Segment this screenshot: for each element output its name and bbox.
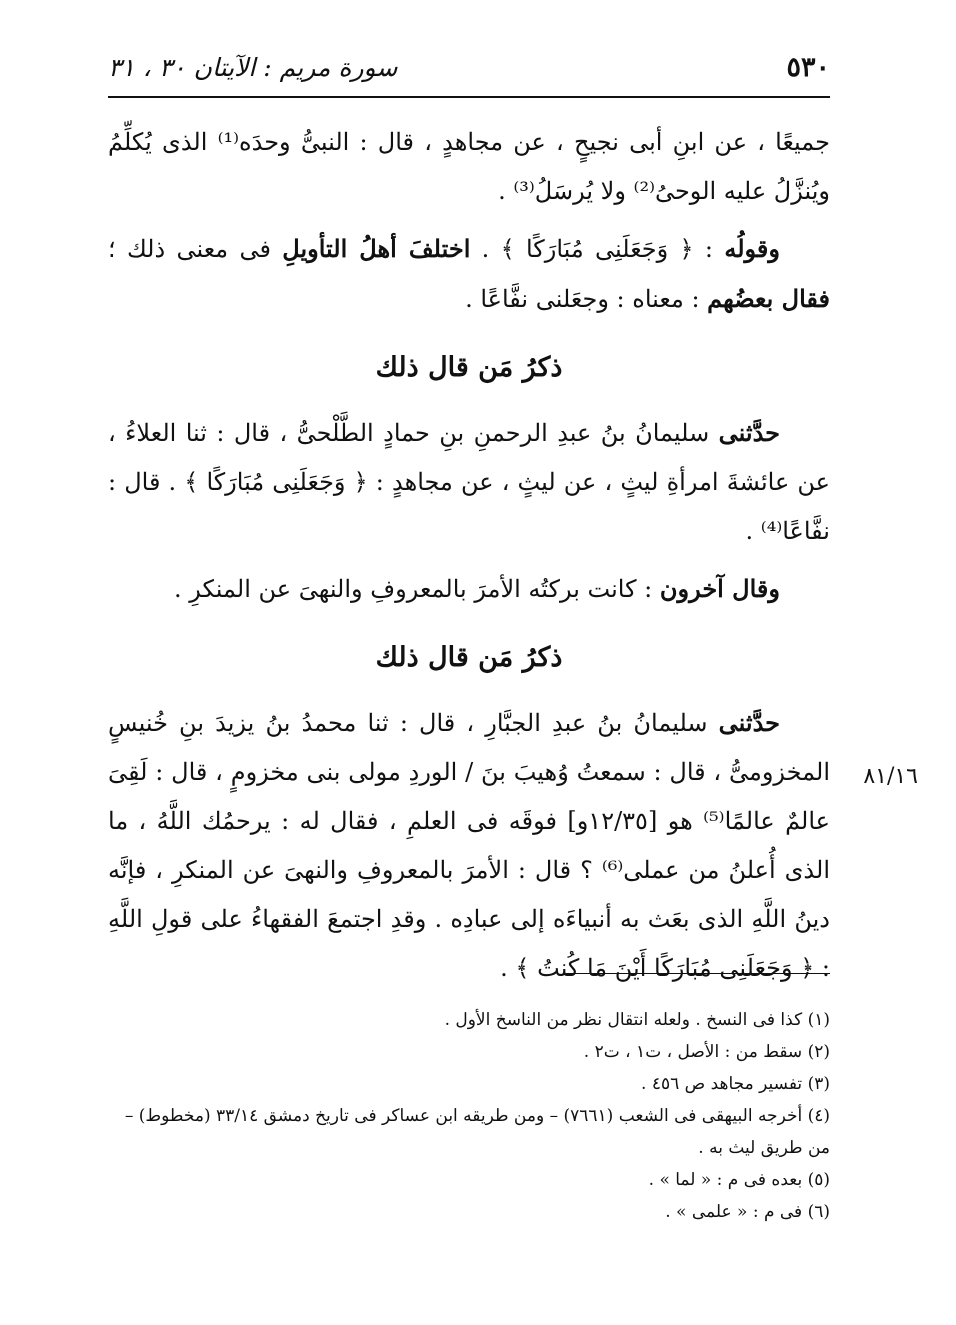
header-rule bbox=[108, 96, 830, 98]
page-header bbox=[108, 42, 830, 92]
footnote-rule bbox=[566, 973, 830, 974]
main-text bbox=[108, 118, 830, 1001]
paragraph-4 bbox=[108, 564, 830, 614]
section-heading: ذكرُ مَن قال ذلك bbox=[375, 352, 563, 383]
bold-lead: حدَّثنى bbox=[718, 708, 780, 737]
footnote: (٣) تفسير مجاهد ص ٤٥٦ . bbox=[641, 1074, 830, 1094]
paragraph-2 bbox=[108, 224, 830, 324]
bold-phrase: اختلفَ أهلُ التأويلِ bbox=[282, 234, 471, 263]
text-run: سليمانُ بنُ عبدِ الجبَّارِ ، قال : ثنا محمدُ بنُ يزيدَ بنِ خُنيسٍ المخزومىُّ ، قال : سمعتُ وُهيبَ بنَ / الوردِ مولى بنى مخزومٍ ، قال : لَقِىَ عالمٌ عالمًا⁽⁵⁾ هو [١٢/٣٥و] فوقَه فى العلمِ ، فقال له : يرحمُك اللَّهُ ، ما الذى أُعلنُ من عملى⁽⁶⁾ ؟ قال : الأمرَ بالمعروفِ والنهىَ عن المنكرِ ، فإنَّه دينُ اللَّهِ الذى بعَث به أنبياءَه إلى عبادِه . وقدِ اجتمعَ الفقهاءُ على قولِ اللَّهِ : ﴿ وَجَعَلَنِى مُبَارَكًا أَيْنَ مَا كُنتُ ﴾ . bbox=[108, 709, 831, 982]
text-run: سليمانُ بنُ عبدِ الرحمنِ بنِ حمادٍ الطَّلْحىُّ ، قال : ثنا العلاءُ ، عن عائشةَ امرأةِ ليثٍ ، عن ليثٍ ، عن مجاهدٍ : ﴿ وَجَعَلَنِى مُبَارَكًا ﴾ . قال : نفَّاعًا⁽⁴⁾ . bbox=[108, 419, 830, 545]
bold-lead: وقولُه bbox=[724, 234, 780, 263]
margin-reference: ٨١/١٦ bbox=[863, 764, 918, 789]
footnote: (٥) بعده فى م : « لما » . bbox=[648, 1170, 830, 1190]
text-run: : معناه : وجعَلنى نفَّاعًا . bbox=[465, 285, 700, 313]
text-run: فى معنى ذلك ؛ bbox=[108, 235, 271, 263]
paragraph-5 bbox=[108, 698, 830, 993]
footnote: (٤) أخرجه البيهقى فى الشعب (٧٦٦١) – ومن طريقه ابن عساكر فى تاريخ دمشق ٣٣/١٤ (مخطوط) – من طريق ليث به . bbox=[124, 1106, 830, 1158]
text-run: : ﴿ وَجَعَلَنِى مُبَارَكًا ﴾ . bbox=[481, 235, 714, 263]
page-number: ٥٣٠ bbox=[786, 51, 830, 83]
footnote: (٢) سقط من : الأصل ، ت١ ، ت٢ . bbox=[583, 1042, 830, 1062]
running-title: سورة مريم : الآيتان ٣٠ ، ٣١ bbox=[108, 52, 398, 82]
footnote: (٦) فى م : « علمى » . bbox=[665, 1202, 830, 1222]
section-heading: ذكرُ مَن قال ذلك bbox=[375, 642, 563, 673]
footnote: (١) كذا فى النسخ . ولعله انتقال نظر من الناسخ الأول . bbox=[444, 1010, 830, 1030]
paragraph-1: جميعًا ، عن ابنِ أبى نجيحٍ ، عن مجاهدٍ ، قال : النبىُّ وحدَه⁽¹⁾ الذى يُكلِّمُ ويُنزَّلُ عليه الوحىُ⁽²⁾ ولا يُرسَلُ⁽³⁾ . bbox=[108, 128, 831, 205]
text-run: : كانت بركتُه الأمرَ بالمعروفِ والنهىَ عن المنكرِ . bbox=[174, 575, 653, 603]
bold-lead: حدَّثنى bbox=[718, 418, 780, 447]
bold-phrase: فقال بعضُهم bbox=[707, 284, 830, 313]
footnotes bbox=[108, 1004, 830, 1228]
bold-lead: وقال آخرون bbox=[659, 574, 780, 603]
paragraph-3 bbox=[108, 408, 830, 556]
